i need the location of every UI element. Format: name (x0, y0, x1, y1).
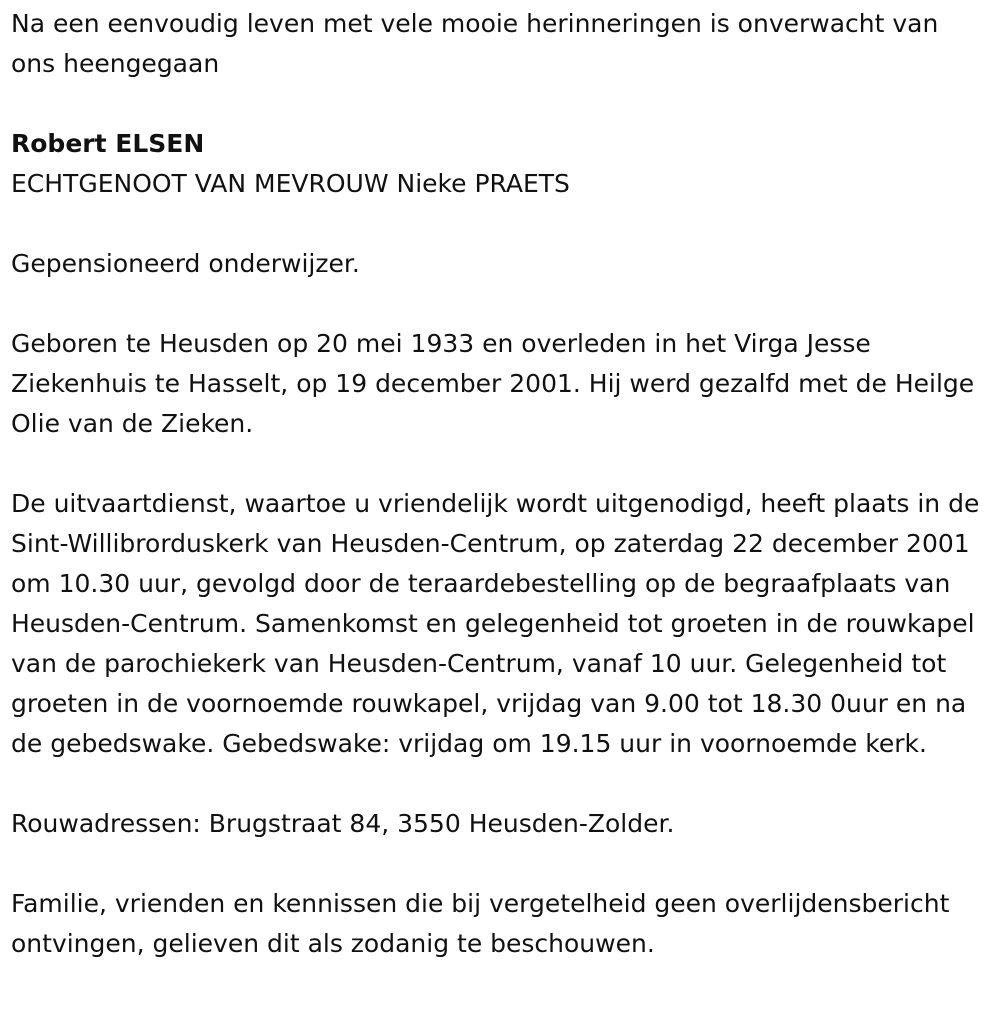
obituary-notice (11, 4, 986, 964)
spouse-line: ECHTGENOOT VAN MEVROUW Nieke PRAETS (11, 169, 570, 198)
intro-paragraph: Na een eenvoudig leven met vele mooie herinneringen is onverwacht van ons heengegaan (11, 9, 939, 78)
addresses-line: Rouwadressen: Brugstraat 84, 3550 Heusden-Zolder. (11, 809, 675, 838)
closing-paragraph: Familie, vrienden en kennissen die bij vergetelheid geen overlijdensbericht ontvingen, gelieven dit als zodanig te beschouwen. (11, 889, 950, 958)
occupation-line: Gepensioneerd onderwijzer. (11, 249, 360, 278)
funeral-paragraph: De uitvaartdienst, waartoe u vriendelijk wordt uitgenodigd, heeft plaats in de Sint-Willibrorduskerk van Heusden-Centrum, op zaterdag 22 december 2001 om 10.30 uur, gevolgd door de teraardebestelling op de begraafplaats van Heusden-Centrum. Samenkomst en gelegenheid tot groeten in de rouwkapel van de parochiekerk van Heusden-Centrum, vanaf 10 uur. Gelegenheid tot groeten in de voornoemde rouwkapel, vrijdag van 9.00 tot 18.30 0uur en na de gebedswake. Gebedswake: vrijdag om 19.15 uur in voornoemde kerk. (11, 489, 980, 758)
deceased-name: Robert ELSEN (11, 129, 205, 158)
birth-death-paragraph: Geboren te Heusden op 20 mei 1933 en overleden in het Virga Jesse Ziekenhuis te Hasselt, op 19 december 2001. Hij werd gezalfd met de Heilge Olie van de Zieken. (11, 329, 975, 438)
